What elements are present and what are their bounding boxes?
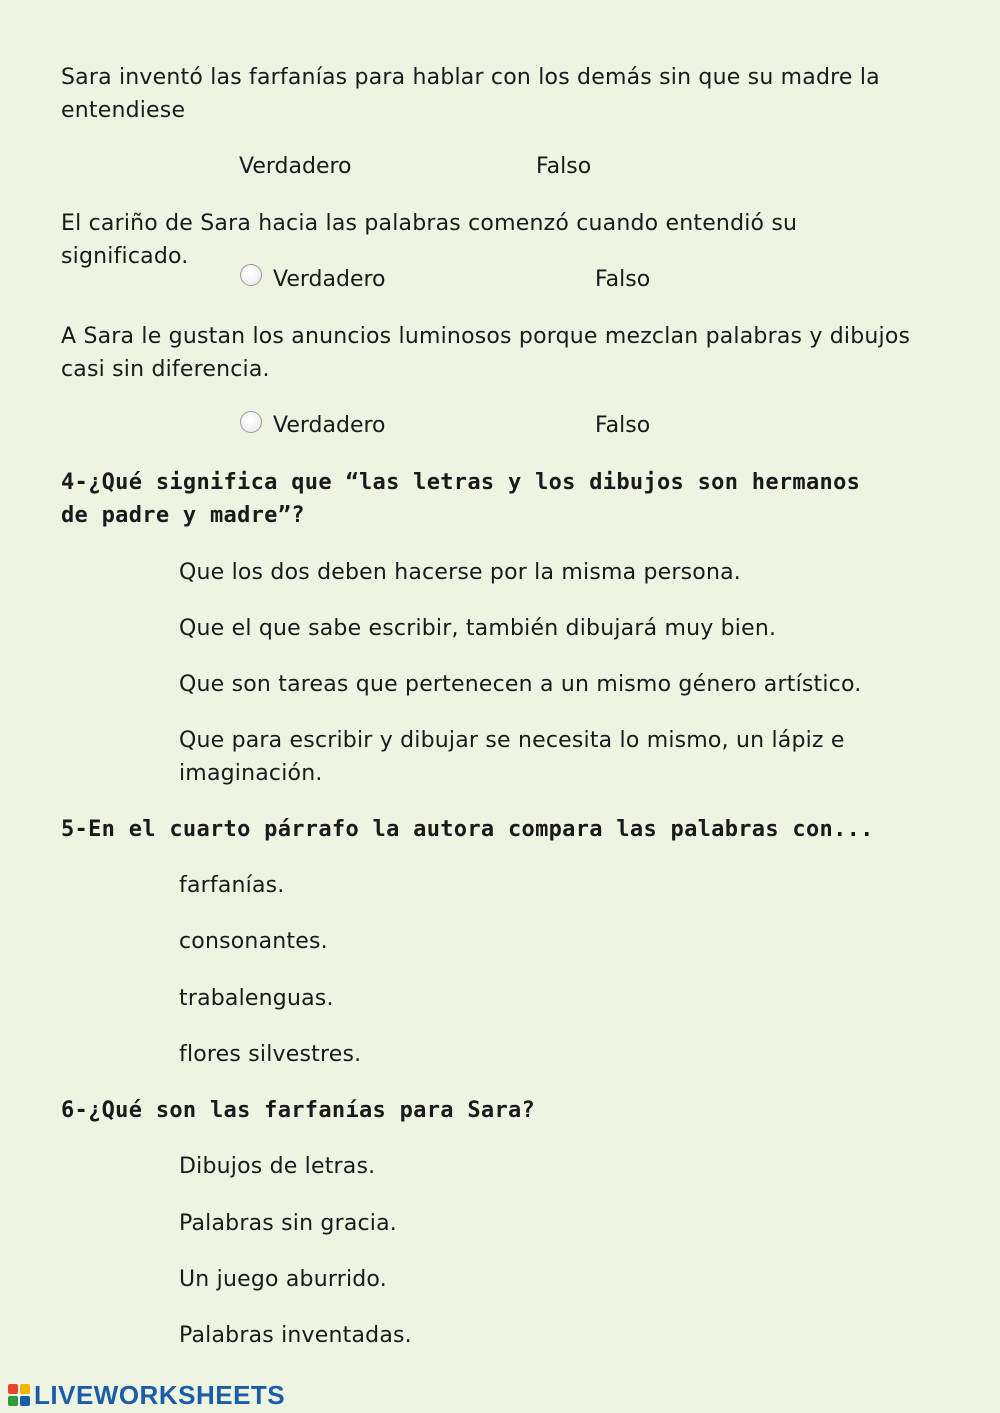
liveworksheets-logo-icon	[8, 1384, 30, 1406]
question-2-statement: El cariño de Sara hacia las palabras comenzó cuando entendió su significado.	[61, 211, 798, 269]
liveworksheets-logo[interactable]	[8, 1381, 285, 1409]
q2-true-option[interactable]: Verdadero	[273, 267, 386, 292]
question-1-statement: Sara inventó las farfanías para hablar con los demás sin que su madre la entendiese	[61, 65, 880, 123]
q5-option-3[interactable]: trabalenguas.	[179, 986, 334, 1011]
q4-option-3[interactable]: Que son tareas que pertenecen a un mismo género artístico.	[179, 672, 862, 697]
q5-option-4[interactable]: flores silvestres.	[179, 1042, 362, 1067]
q3-true-radio[interactable]	[240, 411, 262, 433]
q6-option-1[interactable]: Dibujos de letras.	[179, 1154, 376, 1179]
q3-true-option[interactable]: Verdadero	[273, 413, 386, 438]
logo-text: LIVEWORKSHEETS	[34, 1379, 286, 1410]
q4-option-1[interactable]: Que los dos deben hacerse por la misma persona.	[179, 560, 741, 585]
q1-false-option[interactable]: Falso	[536, 154, 592, 179]
q6-option-3[interactable]: Un juego aburrido.	[179, 1267, 387, 1292]
question-5-statement: 5-En el cuarto párrafo la autora compara las palabras con...	[61, 817, 874, 842]
q2-true-radio[interactable]	[240, 264, 262, 286]
question-3-statement: A Sara le gustan los anuncios luminosos porque mezclan palabras y dibujos casi sin diferencia.	[61, 324, 911, 382]
q4-option-4[interactable]: Que para escribir y dibujar se necesita lo mismo, un lápiz e imaginación.	[179, 728, 845, 786]
q4-option-2[interactable]: Que el que sabe escribir, también dibujará muy bien.	[179, 616, 777, 641]
question-6-statement: 6-¿Qué son las farfanías para Sara?	[61, 1098, 536, 1123]
q3-false-option[interactable]: Falso	[595, 413, 651, 438]
q5-option-1[interactable]: farfanías.	[179, 873, 285, 898]
q6-option-4[interactable]: Palabras inventadas.	[179, 1323, 412, 1348]
q2-false-option[interactable]: Falso	[595, 267, 651, 292]
question-4-statement: 4-¿Qué significa que “las letras y los dibujos son hermanos de padre y madre”?	[61, 470, 861, 528]
q1-true-option[interactable]: Verdadero	[239, 154, 352, 179]
q5-option-2[interactable]: consonantes.	[179, 929, 328, 954]
q6-option-2[interactable]: Palabras sin gracia.	[179, 1211, 397, 1236]
